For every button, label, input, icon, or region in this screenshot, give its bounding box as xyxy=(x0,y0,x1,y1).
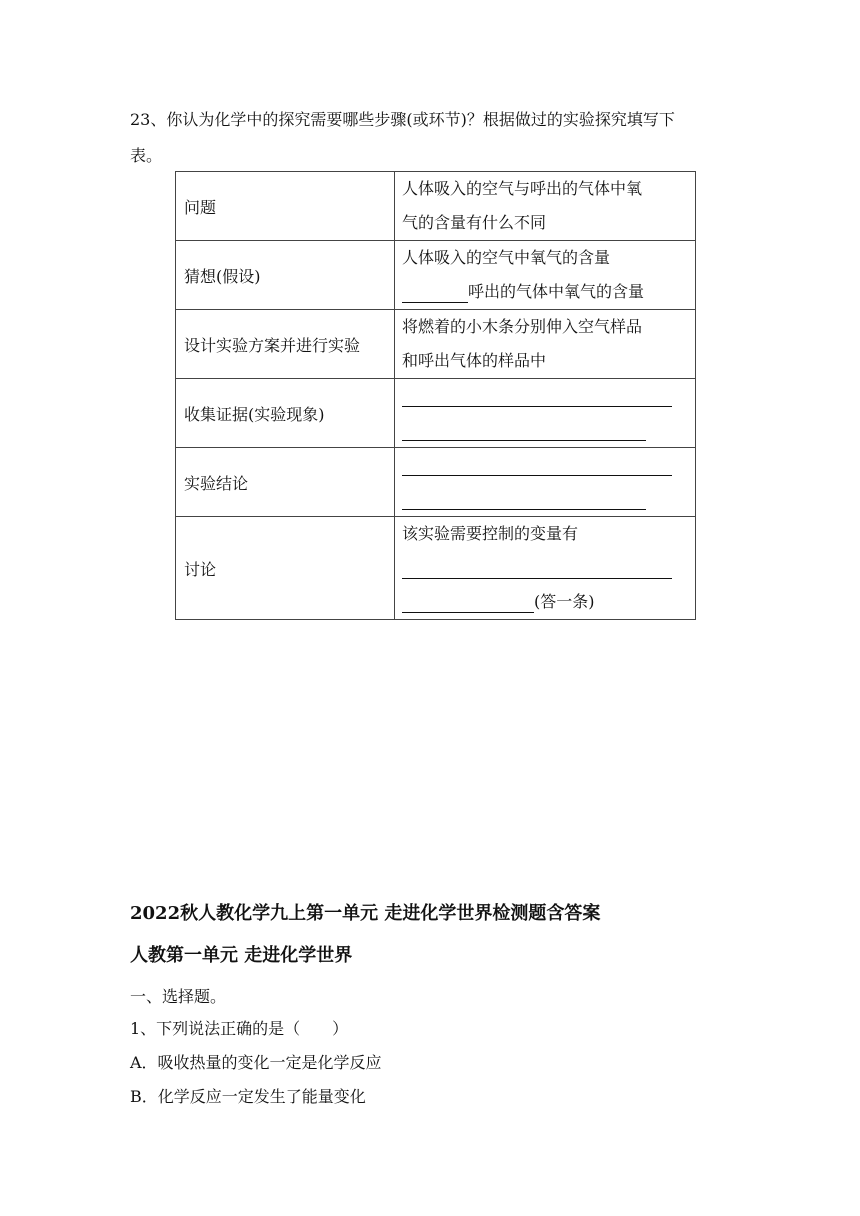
row-value-question xyxy=(395,172,696,241)
question-23-line2: 表。 xyxy=(130,146,163,165)
hypothesis-line2 xyxy=(402,275,695,309)
discussion-line2 xyxy=(402,551,695,585)
table-row xyxy=(176,241,696,310)
row-value-hypothesis xyxy=(395,241,696,310)
conclusion-blank-2[interactable] xyxy=(402,489,646,510)
table-row xyxy=(176,310,696,379)
discussion-line3 xyxy=(402,585,695,619)
question-text-line1: 人体吸入的空气与呼出的气体中氧 xyxy=(402,179,643,198)
row-value-discussion xyxy=(395,517,696,620)
discussion-text-suffix: (答一条) xyxy=(534,592,595,611)
row-label-question: 问题 xyxy=(176,172,395,241)
discussion-blank-2[interactable] xyxy=(402,592,534,613)
section-heading: 一、选择题。 xyxy=(130,987,227,1006)
table-row xyxy=(176,172,696,241)
table-row xyxy=(176,517,696,620)
conclusion-line2 xyxy=(402,482,695,516)
question-1-option-a: A．吸收热量的变化一定是化学反应 xyxy=(130,1053,382,1072)
evidence-line2 xyxy=(402,413,695,447)
design-text-line2: 和呼出气体的样品中 xyxy=(402,351,547,370)
question-1-stem: 1、下列说法正确的是（ ） xyxy=(130,1019,349,1038)
table-row xyxy=(176,379,696,448)
conclusion-blank-1[interactable] xyxy=(402,455,672,476)
row-value-conclusion xyxy=(395,448,696,517)
question-text-line2: 气的含量有什么不同 xyxy=(402,213,547,232)
evidence-blank-2[interactable] xyxy=(402,420,646,441)
conclusion-line1 xyxy=(402,448,695,482)
question-1-option-b: B．化学反应一定发生了能量变化 xyxy=(130,1087,366,1106)
unit-title: 人教第一单元 走进化学世界 xyxy=(130,945,353,966)
row-label-design: 设计实验方案并进行实验 xyxy=(176,310,395,379)
row-label-conclusion: 实验结论 xyxy=(176,448,395,517)
question-23-line1: 23、你认为化学中的探究需要哪些步骤(或环节)？根据做过的实验探究填写下 xyxy=(130,110,675,129)
design-text-line1: 将燃着的小木条分别伸入空气样品 xyxy=(402,317,643,336)
table-row xyxy=(176,448,696,517)
experiment-table xyxy=(175,171,696,620)
hypothesis-blank[interactable] xyxy=(402,282,468,303)
hypothesis-text-suffix: 呼出的气体中氧气的含量 xyxy=(468,282,645,301)
document-title: 2022秋人教化学九上第一单元 走进化学世界检测题含答案 xyxy=(130,903,601,924)
evidence-blank-1[interactable] xyxy=(402,386,672,407)
row-label-hypothesis: 猜想(假设) xyxy=(176,241,395,310)
hypothesis-text-line1: 人体吸入的空气中氧气的含量 xyxy=(402,248,611,267)
row-value-evidence xyxy=(395,379,696,448)
evidence-line1 xyxy=(402,379,695,413)
discussion-text-line1: 该实验需要控制的变量有 xyxy=(402,524,579,543)
row-label-discussion: 讨论 xyxy=(176,517,395,620)
discussion-blank-1[interactable] xyxy=(402,558,672,579)
row-value-design xyxy=(395,310,696,379)
row-label-evidence: 收集证据(实验现象) xyxy=(176,379,395,448)
